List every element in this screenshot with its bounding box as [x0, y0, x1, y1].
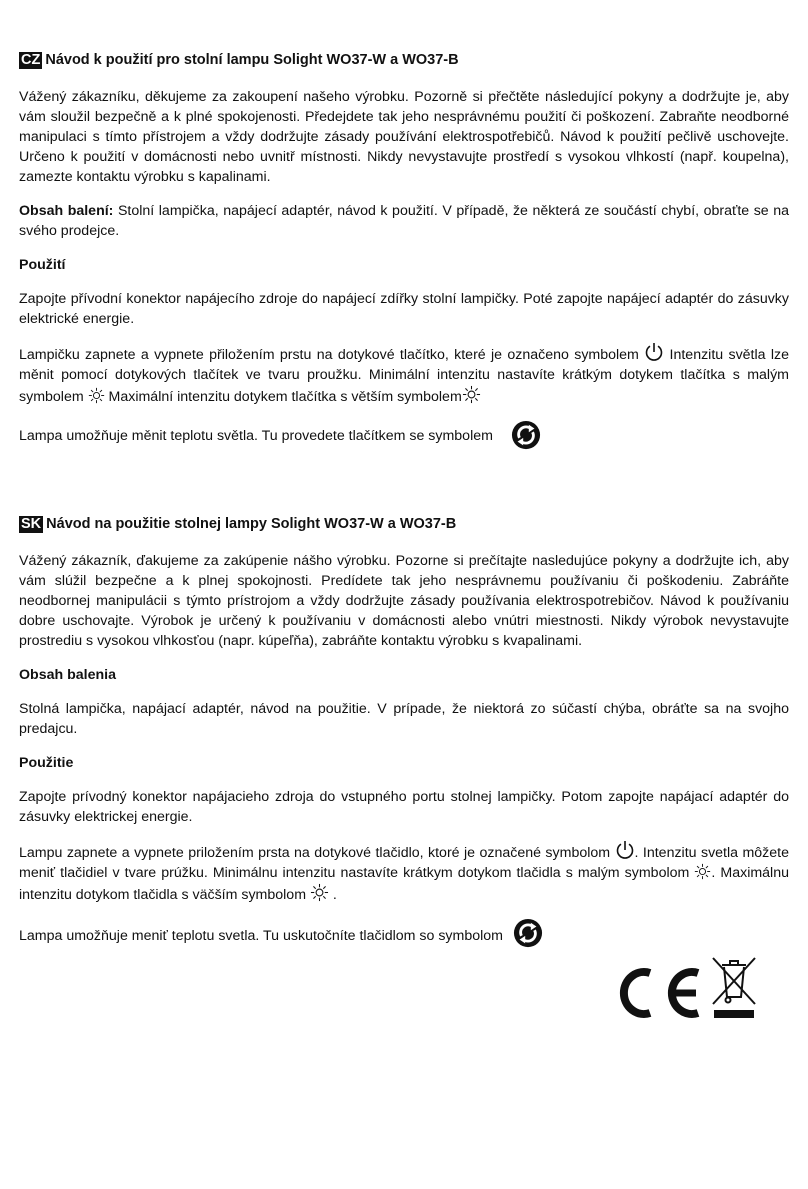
cz-contents-text: Stolní lampička, napájecí adaptér, návod k použití. V případě, že některá ze součástí chybí, obraťte se na svého prodejce. — [19, 203, 790, 239]
cz-title — [19, 50, 789, 70]
sun-large-icon — [310, 883, 329, 902]
sk-title — [19, 514, 789, 534]
cz-usage-p3-text: Lampa umožňuje měnit teplotu světla. Tu provedete tlačítkem se symbolem — [19, 428, 493, 444]
power-icon — [644, 342, 664, 362]
cz-title-text: Návod k použití pro stolní lampu Solight WO37-W a WO37-B — [45, 52, 459, 68]
sun-large-icon — [462, 385, 481, 404]
cz-language-badge: CZ — [21, 52, 41, 68]
sk-title-text: Návod na použitie stolnej lampy Solight WO37-W a WO37-B — [46, 516, 457, 532]
sk-intro: Vážený zákazník, ďakujeme za zakúpenie nášho výrobku. Pozorne si prečítajte nasledujúce pokyny a dodržujte ich, aby vám slúžil bezpečne a k plnej spokojnosti. Predídete tak jeho nesprávnemu používaniu či poškodeniu. Zabráňte neodbornej manipulácii s týmto prístrojom a vždy dodržujte zásady používania elektrospotrebičov. Návod k používaniu dobre uschovajte. Výrobok je určený k používaniu v domácnosti alebo vnútri miestnosti. Nikdy výrobok nevystavujte prostrediu s vysokou vlhkosťou (napr. kúpeľňa), zabráňte kontaktu výrobku s kvapalinami. — [19, 553, 789, 649]
cz-usage-p3 — [19, 420, 789, 450]
sk-usage-p2-b: . Intenzitu svetla môžete meniť tlačidiel v tvare prúžku. Minimálnu intenzitu nastavíte krátkym dotykom tlačidla s malým symbolom — [19, 845, 789, 881]
sk-contents-heading: Obsah balenia — [19, 667, 116, 683]
cz-usage-p2-a: Lampičku zapnete a vypnete přiložením prstu na dotykové tlačítko, které je označeno symbolem — [19, 347, 645, 363]
weee-crossed-bin-icon — [710, 955, 758, 1021]
compliance-marks — [612, 955, 762, 1021]
cz-usage-p2-b: Intenzitu světla lze měnit pomocí dotykových tlačítek ve tvaru proužku. Minimální intenzitu nastavíte krátkým dotykem tlačítka s malým symbolem — [19, 347, 790, 405]
sk-usage-p3-text: Lampa umožňuje meniť teplotu svetla. Tu uskutočníte tlačidlom so symbolom — [19, 928, 503, 944]
cz-contents-label: Obsah balení: — [19, 203, 114, 219]
cz-intro: Vážený zákazníku, děkujeme za zakoupení našeho výrobku. Pozorně si přečtěte následující pokyny a dodržujte je, aby vám sloužil bezpečně a k plné spokojenosti. Předejdete tak jeho nesprávnému použití či poškození. Zabraňte neodborné manipulaci s tímto přístrojem a vždy dodržujte zásady používání elektrospotřebičů. Návod k použití pečlivě uschovejte. Určeno k použití v domácnosti nebo uvnitř místnosti. Nikdy nevystavujte prostředí s vysokou vlhkostí (např. koupelna), zamezte kontaktu výrobku s kapalinami. — [19, 89, 789, 185]
sk-usage-p2-c: . Maximálnu intenzitu dotykom tlačidla s väčším symbolom — [19, 865, 789, 903]
cz-contents — [19, 201, 789, 241]
sun-small-icon — [88, 387, 105, 404]
cz-usage-p2 — [19, 342, 789, 407]
sk-section — [19, 514, 789, 948]
sk-language-badge: SK — [21, 516, 42, 532]
cz-usage-heading: Použití — [19, 257, 66, 273]
sk-usage-heading: Použitie — [19, 755, 74, 771]
color-temperature-icon — [513, 918, 543, 948]
power-icon — [615, 840, 635, 860]
sk-contents-text: Stolná lampička, napájací adaptér, návod na použitie. V prípade, že niektorá zo súčastí chýba, obráťte sa na svojho predajcu. — [19, 701, 789, 737]
sk-usage-p2-d: . — [328, 887, 337, 903]
color-temperature-icon — [511, 420, 541, 450]
sk-usage-p2-a: Lampu zapnete a vypnete priložením prsta na dotykové tlačidlo, ktoré je označené symbolom — [19, 845, 615, 861]
cz-usage-p2-c: Maximální intenzitu dotykem tlačítka s větším symbolem — [104, 389, 462, 405]
sun-small-icon — [694, 863, 711, 880]
cz-section — [19, 50, 789, 450]
sk-usage-p3 — [19, 918, 789, 948]
sk-usage-p1: Zapojte prívodný konektor napájacieho zdroja do vstupného portu stolnej lampičky. Potom zapojte napájací adaptér do zásuvky elektrickej energie. — [19, 789, 789, 825]
sk-usage-p2 — [19, 840, 789, 905]
ce-mark — [612, 961, 704, 1027]
cz-usage-p1: Zapojte přívodní konektor napájecího zdroje do napájecí zdířky stolní lampičky. Poté zapojte napájecí adaptér do zásuvky elektrické energie. — [19, 291, 789, 327]
